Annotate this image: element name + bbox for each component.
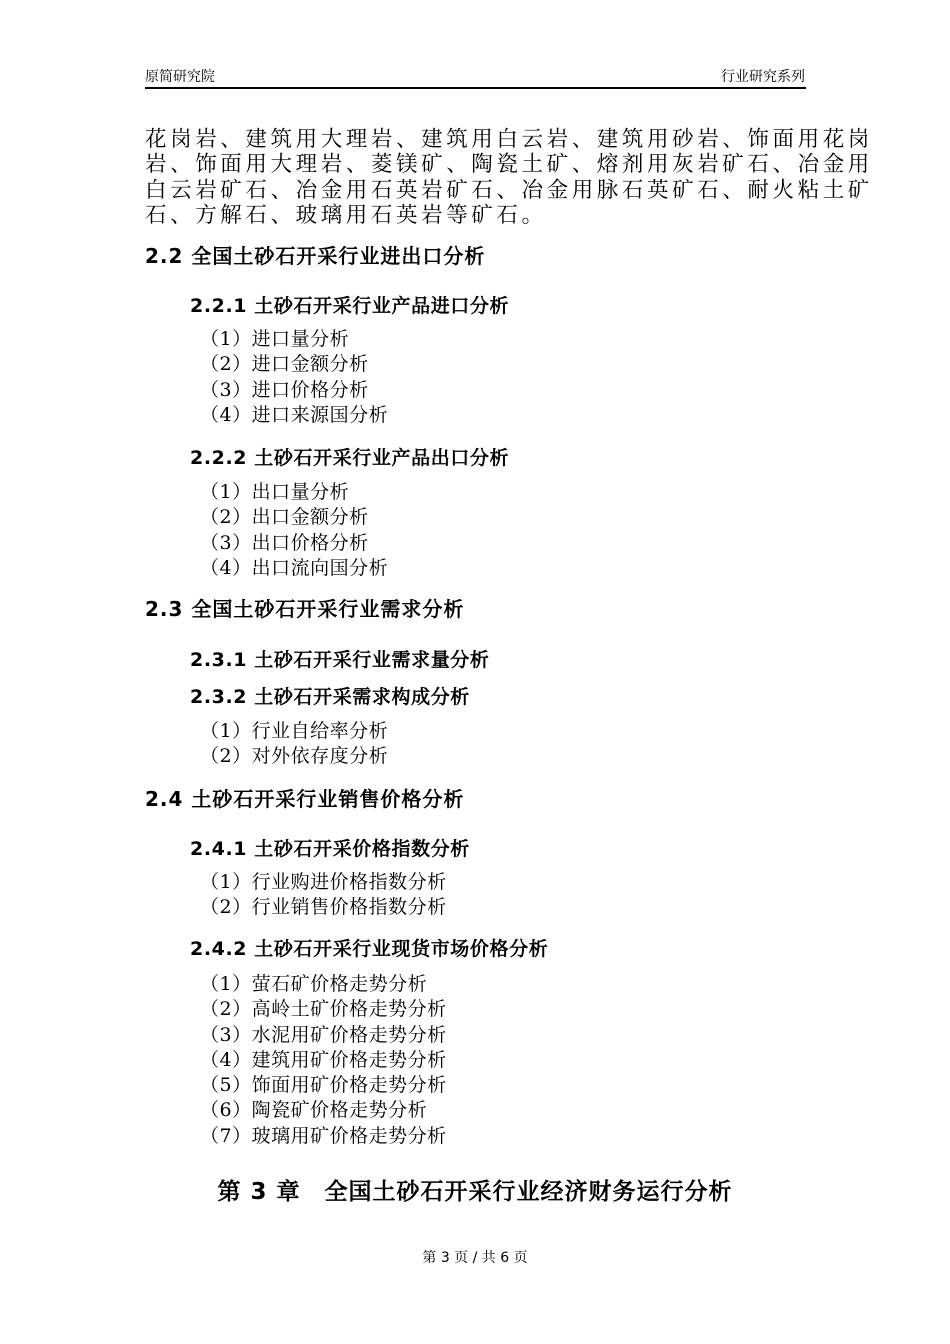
list-item: （2）对外依存度分析: [200, 745, 389, 768]
list-item: （4）出口流向国分析: [200, 556, 389, 579]
heading-2-2: 2.2 全国土砂石开采行业进出口分析: [145, 244, 486, 268]
list-item: （4）建筑用矿价格走势分析: [200, 1048, 447, 1071]
list-2-2-1: [200, 327, 388, 428]
header-rule: [145, 87, 806, 89]
list-item: （2）高岭土矿价格走势分析: [200, 998, 447, 1021]
heading-2-3-2: 2.3.2 土砂石开采需求构成分析: [190, 686, 470, 708]
list-2-4-1: [200, 870, 447, 921]
list-item: （2）进口金额分析: [200, 353, 369, 376]
paragraph-line: 岩、饰面用大理岩、菱镁矿、陶瓷土矿、熔剂用灰岩矿石、冶金用: [145, 152, 873, 178]
list-item: （2）出口金额分析: [200, 506, 369, 529]
list-item: （6）陶瓷矿价格走势分析: [200, 1099, 428, 1122]
list-item: （7）玻璃用矿价格走势分析: [200, 1124, 447, 1147]
page-footer: 第 3 页 / 共 6 页: [422, 1250, 528, 1266]
list-item: （3）进口价格分析: [200, 378, 369, 401]
heading-2-3-1: 2.3.1 土砂石开采行业需求量分析: [190, 649, 490, 671]
list-item: （1）行业购进价格指数分析: [200, 871, 447, 893]
heading-2-4-1: 2.4.1 土砂石开采价格指数分析: [190, 838, 470, 860]
heading-2-3: 2.3 全国土砂石开采行业需求分析: [145, 597, 465, 621]
list-2-4-2: [200, 972, 447, 1149]
list-2-3-2: [200, 719, 388, 770]
list-item: （1）萤石矿价格走势分析: [200, 973, 428, 995]
list-item: （1）出口量分析: [200, 481, 350, 503]
body-paragraph: [145, 127, 873, 228]
list-item: （1）进口量分析: [200, 328, 350, 350]
paragraph-line: 花岗岩、建筑用大理岩、建筑用白云岩、建筑用砂岩、饰面用花岗: [145, 127, 873, 152]
list-item: （1）行业自给率分析: [200, 720, 389, 742]
paragraph-line: 石、方解石、玻璃用石英岩等矿石。: [145, 202, 547, 228]
heading-2-4-2: 2.4.2 土砂石开采行业现货市场价格分析: [190, 938, 549, 960]
heading-2-2-2: 2.2.2 土砂石开采行业产品出口分析: [190, 447, 510, 469]
list-item: （3）出口价格分析: [200, 531, 369, 554]
chapter-3-heading: 第 3 章 全国土砂石开采行业经济财务运行分析: [217, 1179, 733, 1205]
heading-2-2-1: 2.2.1 土砂石开采行业产品进口分析: [190, 295, 510, 317]
paragraph-line: 白云岩矿石、冶金用石英岩矿石、冶金用脉石英矿石、耐火粘土矿: [145, 177, 873, 203]
list-item: （4）进口来源国分析: [200, 403, 389, 426]
list-item: （5）饰面用矿价格走势分析: [200, 1074, 447, 1097]
header-left: 原简研究院: [145, 69, 215, 85]
header-right: 行业研究系列: [721, 69, 805, 85]
heading-2-4: 2.4 土砂石开采行业销售价格分析: [145, 787, 465, 811]
list-item: （2）行业销售价格指数分析: [200, 896, 447, 919]
list-item: （3）水泥用矿价格走势分析: [200, 1023, 447, 1046]
list-2-2-2: [200, 480, 388, 581]
